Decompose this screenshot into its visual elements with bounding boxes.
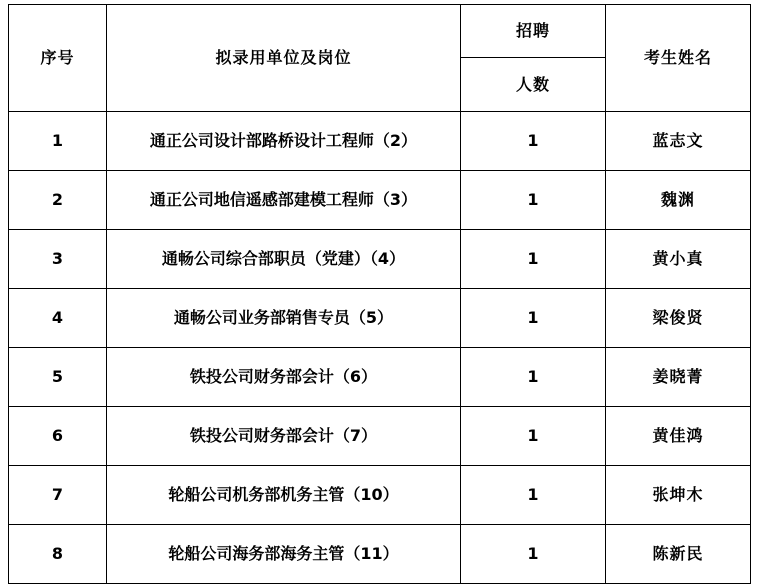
cell-count: 1 [461, 348, 606, 407]
column-header-count [461, 5, 606, 112]
cell-candidate-name: 黄小真 [606, 230, 751, 289]
cell-candidate-name: 姜晓菁 [606, 348, 751, 407]
table-row [9, 348, 751, 407]
column-header-post: 拟录用单位及岗位 [107, 5, 461, 112]
cell-candidate-name: 梁俊贤 [606, 289, 751, 348]
count-header-stack [461, 5, 605, 111]
cell-post: 铁投公司财务部会计（6） [107, 348, 461, 407]
column-header-candidate-name: 考生姓名 [606, 5, 751, 112]
cell-sequence: 6 [9, 407, 107, 466]
cell-post: 轮船公司海务部海务主管（11） [107, 525, 461, 584]
table-body [9, 112, 751, 584]
cell-sequence: 8 [9, 525, 107, 584]
cell-candidate-name: 张坤木 [606, 466, 751, 525]
table-row [9, 112, 751, 171]
header-row [9, 5, 751, 112]
table-row [9, 407, 751, 466]
document-page [0, 4, 757, 575]
cell-count: 1 [461, 407, 606, 466]
cell-sequence: 2 [9, 171, 107, 230]
cell-count: 1 [461, 466, 606, 525]
cell-post: 通畅公司综合部职员（党建）（4） [107, 230, 461, 289]
cell-candidate-name: 陈新民 [606, 525, 751, 584]
table-row [9, 230, 751, 289]
cell-count: 1 [461, 230, 606, 289]
cell-candidate-name: 魏渊 [606, 171, 751, 230]
cell-sequence: 5 [9, 348, 107, 407]
table-row [9, 171, 751, 230]
cell-post: 通畅公司业务部销售专员（5） [107, 289, 461, 348]
count-header-line1: 招聘 [461, 5, 605, 58]
cell-sequence: 4 [9, 289, 107, 348]
cell-sequence: 1 [9, 112, 107, 171]
cell-sequence: 7 [9, 466, 107, 525]
column-header-sequence: 序号 [9, 5, 107, 112]
cell-candidate-name: 蓝志文 [606, 112, 751, 171]
table-row [9, 466, 751, 525]
cell-count: 1 [461, 112, 606, 171]
cell-candidate-name: 黄佳鸿 [606, 407, 751, 466]
recruitment-table [8, 4, 751, 584]
cell-post: 通正公司地信遥感部建模工程师（3） [107, 171, 461, 230]
count-header-line2: 人数 [515, 74, 550, 94]
cell-post: 铁投公司财务部会计（7） [107, 407, 461, 466]
cell-sequence: 3 [9, 230, 107, 289]
cell-count: 1 [461, 289, 606, 348]
table-header [9, 5, 751, 112]
cell-post: 通正公司设计部路桥设计工程师（2） [107, 112, 461, 171]
cell-count: 1 [461, 525, 606, 584]
cell-count: 1 [461, 171, 606, 230]
table-row [9, 289, 751, 348]
table-row [9, 525, 751, 584]
cell-post: 轮船公司机务部机务主管（10） [107, 466, 461, 525]
